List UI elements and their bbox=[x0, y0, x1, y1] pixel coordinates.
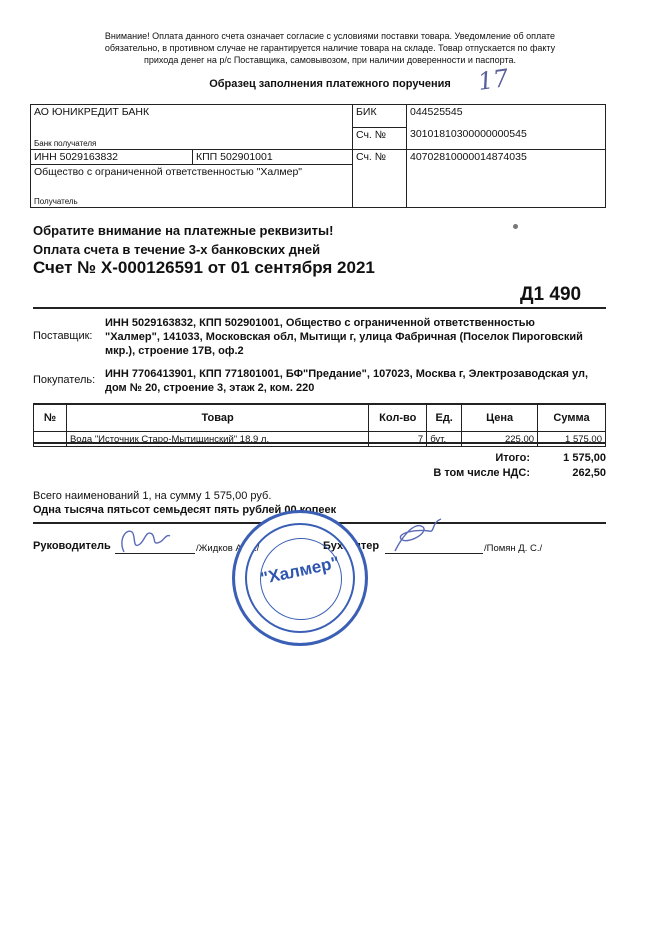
company-stamp bbox=[232, 510, 368, 646]
supplier-label: Поставщик: bbox=[33, 330, 93, 342]
payment-notice bbox=[33, 221, 333, 259]
head-label: Руководитель bbox=[33, 540, 111, 552]
vat-label: В том числе НДС: bbox=[433, 467, 530, 479]
bank-label: Банк получателя bbox=[34, 139, 97, 148]
notice-line-2: Оплата счета в течение 3-х банковских дней bbox=[33, 242, 321, 257]
header-unit: Ед. bbox=[427, 404, 462, 432]
kpp-cell: КПП 502901001 bbox=[193, 150, 353, 165]
bank-cell bbox=[31, 105, 353, 150]
recipient-name: Общество с ограниченной ответственностью "Халмер" bbox=[34, 166, 303, 178]
inn-cell: ИНН 5029163832 bbox=[31, 150, 193, 165]
sample-title: Образец заполнения платежного поручения bbox=[209, 78, 451, 90]
head-name: /Жидков А. С./ bbox=[196, 543, 260, 554]
recipient-cell bbox=[31, 165, 353, 208]
row-num bbox=[34, 432, 67, 447]
account-label: Сч. № bbox=[353, 150, 407, 208]
amount-in-words: Одна тысяча пятьсот семьдесят пять рублей 00 копеек bbox=[33, 504, 337, 516]
supplier-details bbox=[105, 316, 615, 358]
stamp-company-name: "Халмер" bbox=[258, 552, 342, 589]
items-header-row bbox=[34, 404, 606, 432]
vat-value: 262,50 bbox=[572, 467, 606, 479]
accountant-name: /Помян Д. С./ bbox=[484, 543, 543, 554]
accountant-label: Бухгалтер bbox=[323, 540, 380, 552]
buyer-line-1: ИНН 7706413901, КПП 771801001, БФ"Предание", 107023, Москва г, Электрозаводская ул, bbox=[105, 368, 589, 380]
divider-top bbox=[33, 307, 606, 309]
row-product: Вода "Источник Старо-Мытищинский" 18,9 л. bbox=[66, 432, 368, 447]
payment-warning bbox=[60, 30, 600, 66]
header-sum: Сумма bbox=[538, 404, 606, 432]
divider-table-bottom bbox=[33, 442, 606, 444]
row-price: 225,00 bbox=[462, 432, 538, 447]
invoice-total-handwritten: Д1 490 bbox=[520, 284, 582, 305]
items-count-summary: Всего наименований 1, на сумму 1 575,00 руб. bbox=[33, 490, 272, 502]
buyer-line-2: дом № 20, строение 3, этаж 2, ком. 220 bbox=[105, 382, 315, 394]
handwritten-number: 17 bbox=[476, 64, 511, 96]
supplier-line-3: мкр.), строение 17В, оф.2 bbox=[105, 345, 244, 357]
warning-line-3: прихода денег на р/с Поставщика, самовывозом, при наличии доверенности и паспорта. bbox=[143, 55, 517, 65]
table-row bbox=[34, 432, 606, 447]
itogo-value: 1 575,00 bbox=[563, 452, 606, 464]
corr-account-label: Сч. № bbox=[353, 127, 407, 150]
recipient-label: Получатель bbox=[34, 197, 78, 206]
notice-line-1: Обратите внимание на платежные реквизиты! bbox=[33, 223, 334, 238]
header-price: Цена bbox=[462, 404, 538, 432]
account-value: 40702810000014874035 bbox=[407, 150, 606, 208]
head-signature-icon bbox=[112, 522, 172, 558]
header-product: Товар bbox=[66, 404, 368, 432]
itogo-label: Итого: bbox=[495, 452, 530, 464]
header-qty: Кол-во bbox=[369, 404, 427, 432]
accountant-signature-icon bbox=[385, 515, 445, 559]
row-unit: бут. bbox=[427, 432, 462, 447]
corr-account-value: 30101810300000000545 bbox=[407, 127, 606, 150]
scan-dot bbox=[513, 224, 518, 229]
warning-line-1: Внимание! Оплата данного счета означает согласие с условиями поставки товара. Уведомление об оплате bbox=[104, 31, 556, 41]
header-num: № bbox=[34, 404, 67, 432]
buyer-details bbox=[105, 367, 615, 395]
payment-details-table bbox=[30, 104, 606, 208]
warning-line-2: обязательно, в противном случае не гарантируется наличие товара на складе. Товар отпускается по факту bbox=[104, 43, 556, 53]
supplier-line-1: ИНН 5029163832, КПП 502901001, Общество с ограниченной ответственностью bbox=[105, 317, 535, 329]
row-sum: 1 575,00 bbox=[538, 432, 606, 447]
row-qty: 7 bbox=[369, 432, 427, 447]
buyer-label: Покупатель: bbox=[33, 374, 96, 386]
bik-label: БИК bbox=[353, 105, 407, 128]
bank-name: АО ЮНИКРЕДИТ БАНК bbox=[34, 106, 150, 118]
bik-value: 044525545 bbox=[407, 105, 606, 128]
invoice-title: Счет № Х-000126591 от 01 сентября 2021 bbox=[33, 258, 375, 277]
supplier-line-2: "Халмер", 141033, Московская обл, Мытищи г, улица Фабричная (Поселок Пироговский bbox=[105, 331, 583, 343]
items-table bbox=[33, 403, 606, 447]
